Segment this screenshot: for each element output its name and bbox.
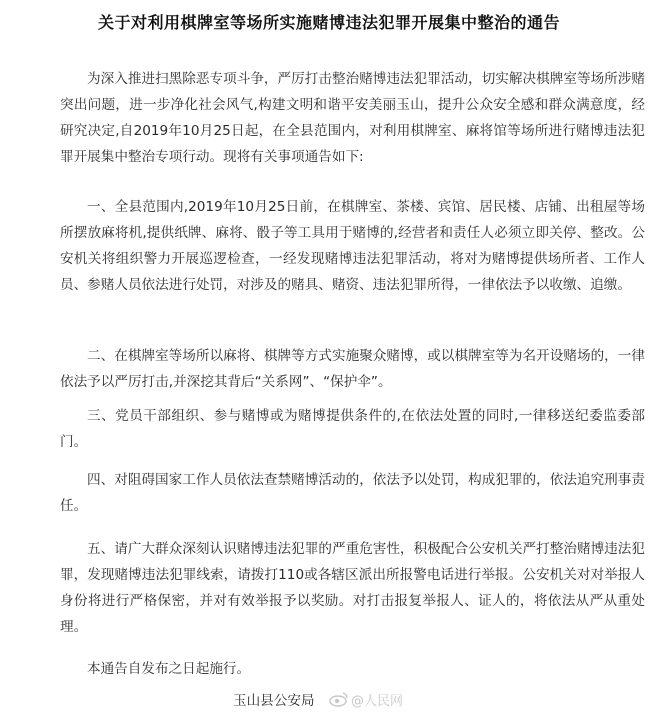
weibo-eye-icon [329, 691, 349, 707]
item-2-paragraph: 二、在棋牌室等场所以麻将、棋牌等方式实施聚众赌博，或以棋牌室等为名开设赌场的，一律依法予以严厉打击,并深挖其背后“关系网”、“保护伞”。 [60, 348, 645, 390]
notice-title: 关于对利用棋牌室等场所实施赌博违法犯罪开展集中整治的通告 [97, 13, 560, 32]
item-4-paragraph: 四、对阻碍国家工作人员依法查禁赌博活动的，依法予以处罚，构成犯罪的，依法追究刑事责任。 [60, 472, 645, 514]
issuer-signature: 玉山县公安局 [233, 693, 315, 709]
item-3-paragraph: 三、党员干部组织、参与赌博或为赌博提供条件的,在依法处置的同时,一律移送纪委监委部门。 [60, 408, 645, 450]
closing-paragraph: 本通告自发布之日起施行。 [87, 661, 251, 677]
item-5-paragraph: 五、请广大群众深刻认识赌博违法犯罪的严重危害性，积极配合公安机关严打整治赌博违法犯罪，发现赌博违法犯罪线索，请拨打110或各辖区派出所报警电话进行举报。公安机关对对举报人身份将进行严格保密，并对有效举报予以奖励。对打击报复举报人、证人的，将依法从严从重处理。 [60, 541, 645, 635]
intro-paragraph: 为深入推进扫黑除恶专项斗争，严厉打击整治赌博违法犯罪活动，切实解决棋牌室等场所涉赌突出问题，进一步净化社会风气,构建文明和谐平安美丽玉山，提升公众安全感和群众满意度，经研究决定,自2019年10月25日起，在全县范围内，对利用棋牌室、麻将馆等场所进行赌博违法犯罪开展集中整治专项行动。现将有关事项通告如下: [60, 71, 645, 165]
item-1-paragraph: 一、全县范围内,2019年10月25日前，在棋牌室、茶楼、宾馆、居民楼、店铺、出租屋等场所摆放麻将机,提供纸牌、麻将、骰子等工具用于赌博的,经营者和责任人必须立即关停、整改。公安机关将组织警力开展巡逻检查，一经发现赌博违法犯罪活动，将对为赌博提供场所者、工作人员、参赌人员依法进行处罚，对涉及的赌具、赌资、违法犯罪所得，一律依法予以收缴、追缴。 [60, 199, 645, 293]
watermark [329, 685, 403, 713]
watermark-text: @人民网 [351, 693, 404, 709]
